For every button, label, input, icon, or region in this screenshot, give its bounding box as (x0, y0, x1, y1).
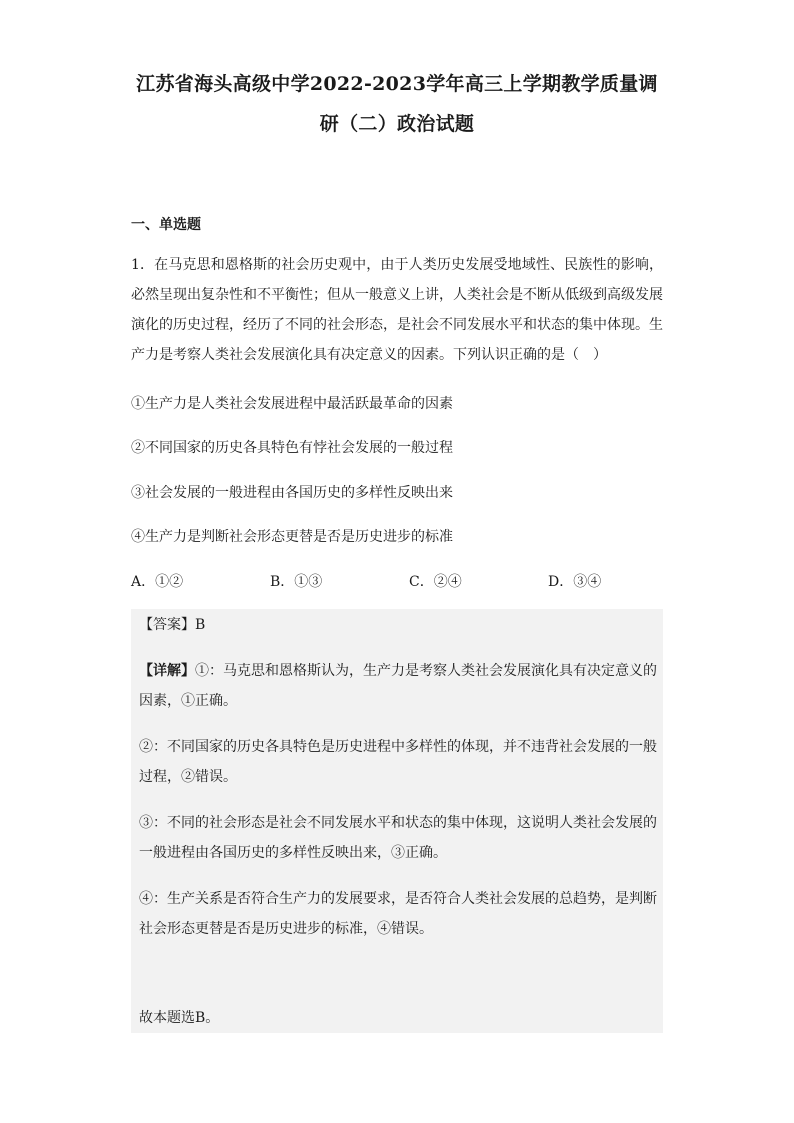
detail-4: ④：生产关系是否符合生产力的发展要求，是否符合人类社会发展的总趋势，是判断社会形态更替是否是历史进步的标准，④错误。 (139, 891, 657, 937)
answer-label: 【答案】 (139, 617, 195, 633)
detail-3: ③：不同的社会形态是社会不同发展水平和状态的集中体现，这说明人类社会发展的一般进程由各国历史的多样性反映出来，③正确。 (139, 815, 657, 861)
conclusion: 故本题选B。 (139, 1010, 220, 1026)
answer-value: B (195, 617, 206, 633)
choice-d: D．③④ (548, 574, 602, 590)
answer-line (139, 610, 659, 640)
detail-1-text: ①：马克思和恩格斯认为，生产力是考察人类社会发展演化具有决定意义的因素，①正确。 (139, 663, 657, 709)
choice-b: B．①③ (270, 574, 323, 590)
page-title-line-2: 研（二）政治试题 (319, 113, 475, 135)
statement-3: ③社会发展的一般进程由各国历史的多样性反映出来 (131, 485, 453, 501)
statement-4: ④生产力是判断社会形态更替是否是历史进步的标准 (131, 529, 453, 545)
detail-label: 【详解】 (139, 663, 195, 679)
page-title-line-1: 江苏省海头高级中学2022-2023学年高三上学期教学质量调 (136, 73, 658, 95)
statement-2: ②不同国家的历史各具特色有悖社会发展的一般过程 (131, 440, 453, 456)
choice-a: A．①② (131, 574, 184, 590)
question-stem: 1．在马克思和恩格斯的社会历史观中，由于人类历史发展受地域性、民族性的影响，必然呈现出复杂性和不平衡性；但从一般意义上讲，人类社会是不断从低级到高级发展演化的历史过程，经历了不同的社会形态，是社会不同发展水平和状态的集中体现。生产力是考察人类社会发展演化具有决定意义的因素。下列认识正确的是（ ） (131, 257, 663, 363)
choice-c: C．②④ (409, 574, 462, 590)
section-heading: 一、单选题 (131, 217, 201, 233)
detail-1 (139, 656, 659, 716)
statement-1: ①生产力是人类社会发展进程中最活跃最革命的因素 (131, 396, 453, 412)
detail-2: ②：不同国家的历史各具特色是历史进程中多样性的体现，并不违背社会发展的一般过程，②错误。 (139, 739, 657, 785)
answer-panel (131, 609, 663, 1033)
